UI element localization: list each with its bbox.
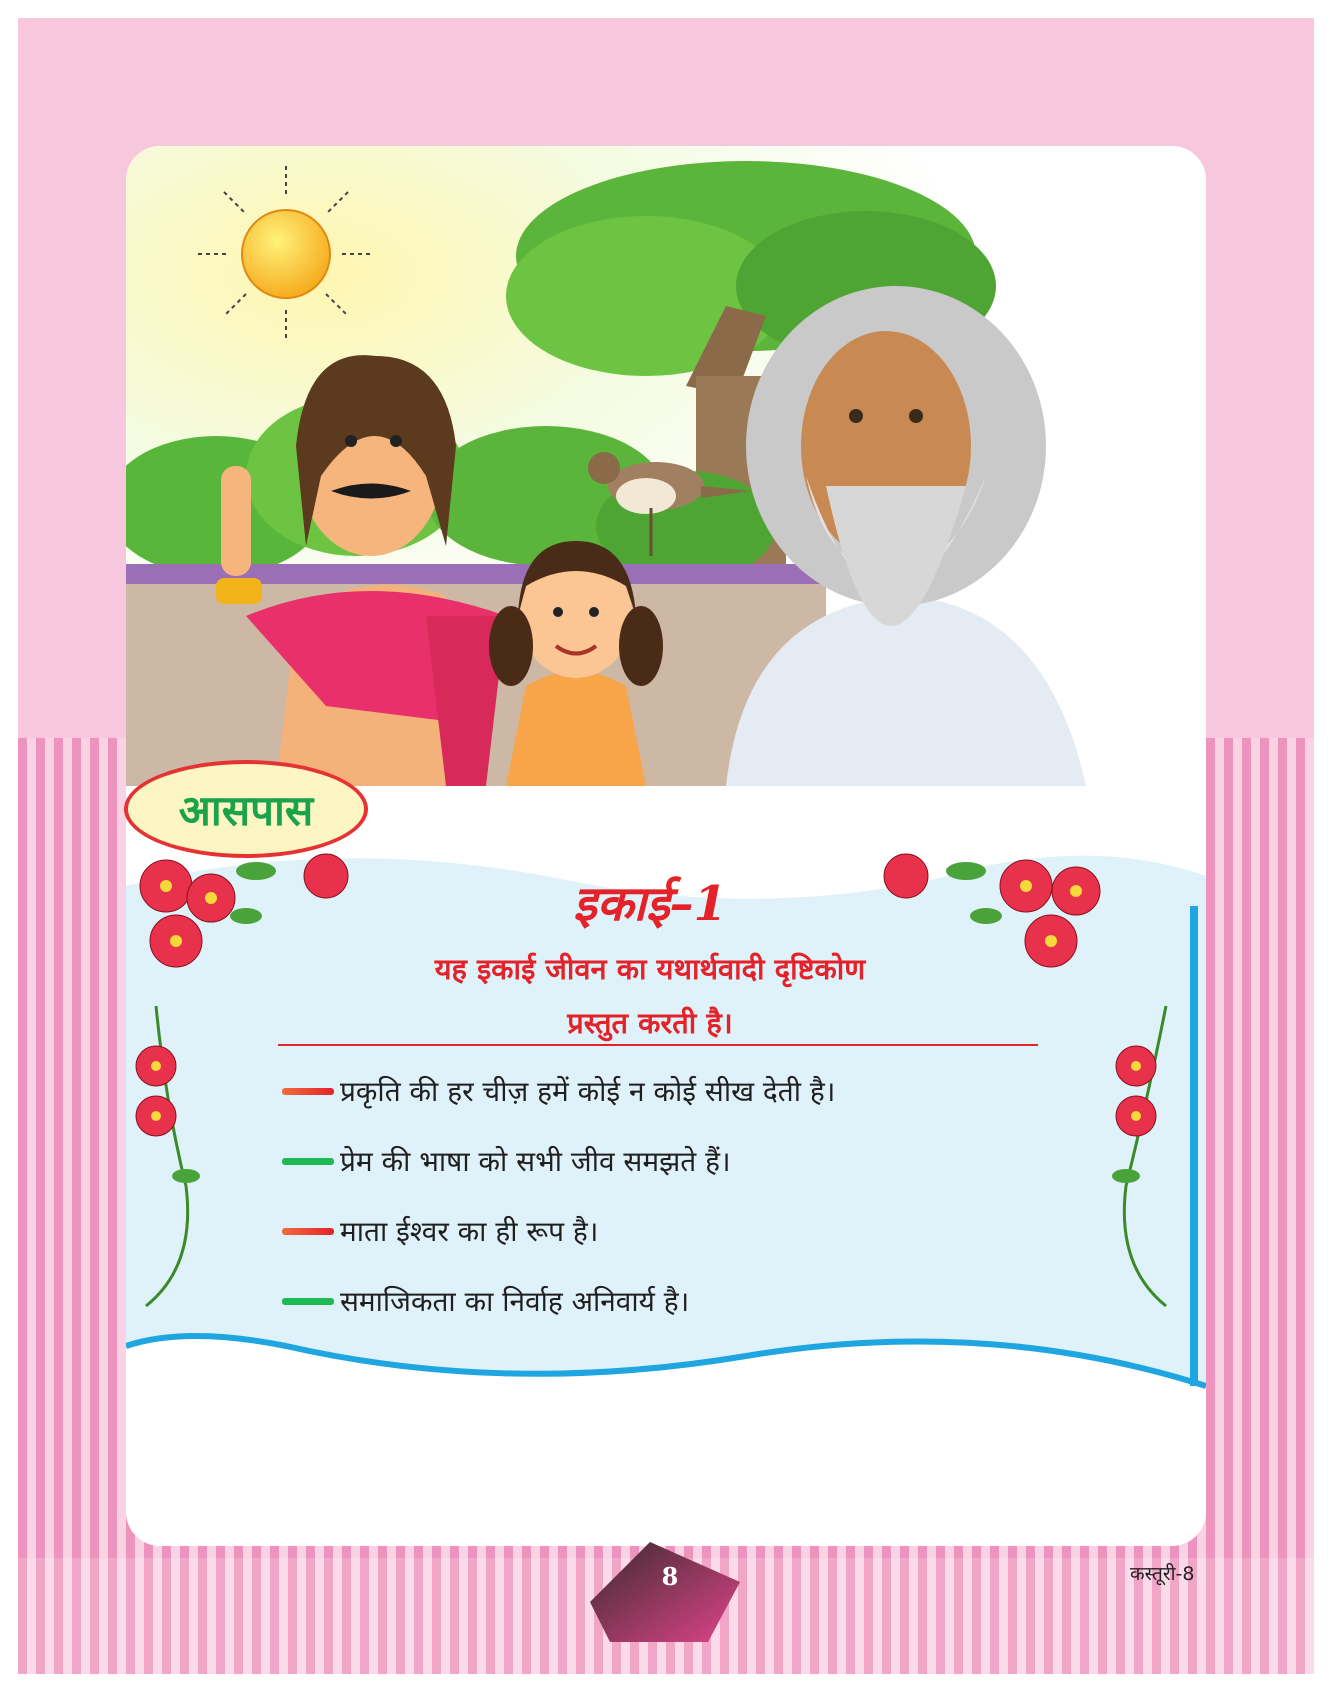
dash-bullet-icon <box>282 1228 334 1235</box>
point-text: प्रकृति की हर चीज़ हमें कोई न कोई सीख देती है। <box>340 1075 836 1108</box>
unit-subtitle <box>280 942 1020 1050</box>
dash-bullet-icon <box>282 1088 334 1095</box>
point-item-1 <box>282 1072 835 1110</box>
dash-bullet-icon <box>282 1158 334 1165</box>
chapter-illustration <box>126 146 1206 786</box>
section-badge <box>124 760 368 858</box>
point-item-3 <box>282 1212 598 1250</box>
unit-subtitle-line-1: यह इकाई जीवन का यथार्थवादी दृष्टिकोण <box>434 952 866 986</box>
unit-title: इकाई–1 <box>573 876 727 932</box>
point-item-2 <box>282 1142 731 1180</box>
divider-line <box>278 1044 1038 1046</box>
point-text: माता ईश्वर का ही रूप है। <box>340 1215 599 1248</box>
point-item-4 <box>282 1282 689 1320</box>
point-text: समाजिकता का निर्वाह अनिवार्य है। <box>340 1285 690 1318</box>
page-number: 8 <box>661 1562 679 1591</box>
section-badge-label: आसपास <box>178 785 314 835</box>
point-text: प्रेम की भाषा को सभी जीव समझते हैं। <box>340 1145 731 1178</box>
unit-subtitle-line-2: प्रस्तुत करती है। <box>567 1006 733 1040</box>
book-label: कस्तूरी-8 <box>1130 1563 1195 1585</box>
page-number-badge <box>590 1542 740 1642</box>
dash-bullet-icon <box>282 1298 334 1305</box>
